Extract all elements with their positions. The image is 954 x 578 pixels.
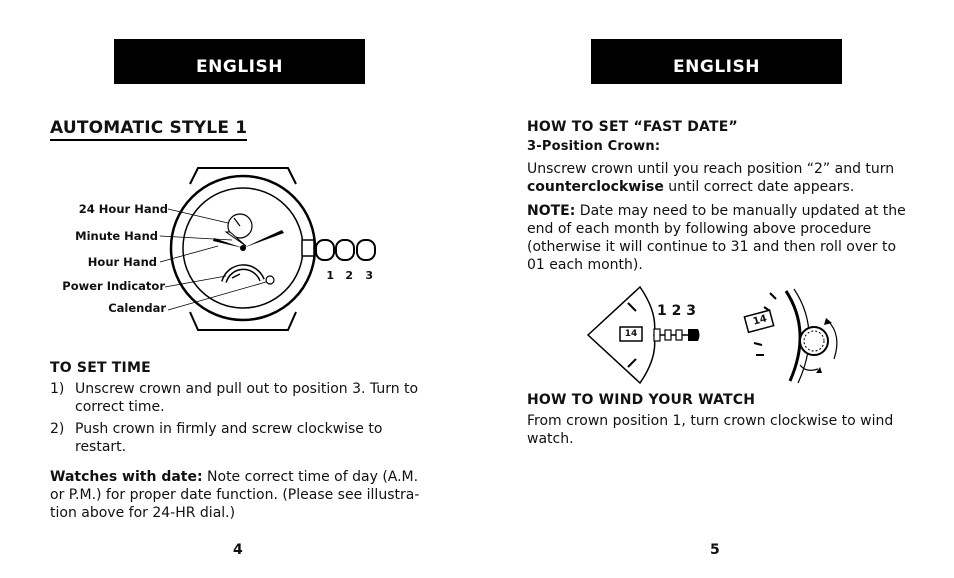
language-banner: ENGLISH [114, 39, 365, 84]
instruction-text: Unscrew crown until you reach position “2” and turn [527, 161, 895, 177]
crown-position-3: 3 [365, 269, 373, 282]
to-set-time-heading: TO SET TIME [50, 360, 151, 376]
watches-with-date-note [50, 468, 430, 522]
fast-date-heading: HOW TO SET “FAST DATE” [527, 119, 738, 135]
crown-position-2: 2 [345, 269, 353, 282]
fast-date-note [527, 202, 907, 274]
wind-watch-heading: HOW TO WIND YOUR WATCH [527, 392, 756, 408]
page-number: 5 [710, 542, 720, 558]
note-label: Watches with date: [50, 469, 203, 485]
date-window-right: 14 [751, 313, 769, 328]
crown-subheading: 3-Position Crown: [527, 139, 661, 154]
fast-date-instructions [527, 160, 907, 196]
list-item [50, 380, 430, 416]
list-item [50, 420, 430, 456]
callout-power-indicator: Power Indicator [62, 279, 165, 293]
section-title: AUTOMATIC STYLE 1 [50, 118, 247, 141]
language-banner: ENGLISH [591, 39, 842, 84]
step-text: Push crown in firmly and screw clockwise to restart. [75, 421, 383, 455]
instruction-text: until correct date appears. [663, 179, 855, 195]
step-number: 1) [50, 381, 65, 397]
crown-figure [580, 285, 860, 385]
note-label: NOTE: [527, 203, 576, 219]
page-number: 4 [233, 542, 243, 558]
callout-calendar: Calendar [108, 301, 166, 315]
step-number: 2) [50, 421, 65, 437]
callout-minute-hand: Minute Hand [75, 229, 158, 243]
callout-hour-hand: Hour Hand [87, 255, 157, 269]
date-window-left: 14 [624, 329, 638, 339]
step-text: Unscrew crown and pull out to position 3. Turn to correct time. [75, 381, 419, 415]
crown-positions-label: 1 2 3 [657, 303, 696, 319]
wind-watch-text: From crown position 1, turn crown clockwise to wind watch. [527, 413, 894, 447]
set-time-steps [50, 380, 430, 460]
note-text: Note correct time of day (A.M. or P.M.) for proper date function. (Please see illustra-tion above for 24-HR dial.) [50, 469, 420, 521]
instruction-emphasis: counterclockwise [527, 179, 664, 195]
callout-24-hour-hand: 24 Hour Hand [78, 202, 168, 216]
crown-position-1: 1 [326, 269, 334, 282]
watch-diagram [0, 160, 477, 340]
note-text: Date may need to be manually updated at the end of each month by following above procedure (otherwise it will continue to 31 and then roll over to 01 each month). [527, 203, 906, 273]
